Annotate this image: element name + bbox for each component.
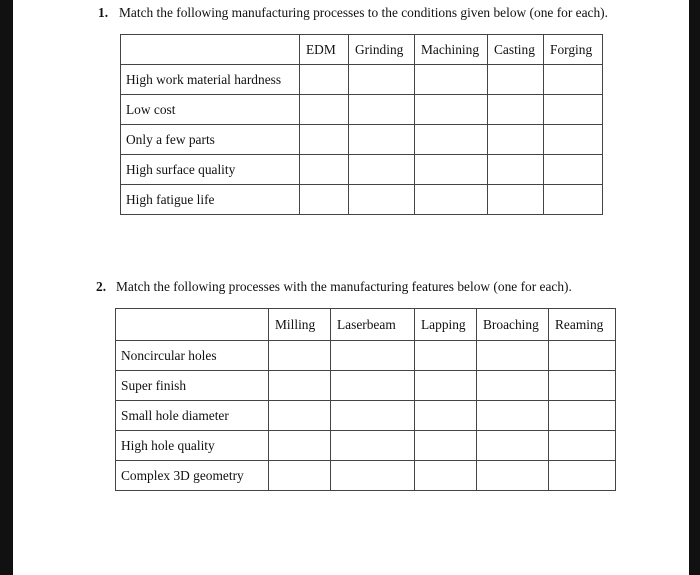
answer-cell[interactable] — [349, 185, 415, 215]
document-page — [13, 0, 689, 575]
answer-cell[interactable] — [415, 95, 488, 125]
question-2-text: Match the following processes with the manufacturing features below (one for each). — [116, 279, 572, 294]
answer-cell[interactable] — [544, 185, 603, 215]
question-1-text: Match the following manufacturing processes to the conditions given below (one for each). — [119, 5, 608, 20]
answer-cell[interactable] — [544, 95, 603, 125]
table-row — [116, 401, 616, 431]
corner-cell — [121, 35, 300, 65]
question-1-table — [120, 34, 603, 215]
row-label: High fatigue life — [121, 185, 300, 215]
answer-cell[interactable] — [544, 155, 603, 185]
answer-cell[interactable] — [415, 125, 488, 155]
row-label: Complex 3D geometry — [116, 461, 269, 491]
table-row — [116, 431, 616, 461]
answer-cell[interactable] — [349, 155, 415, 185]
table-row — [121, 95, 603, 125]
answer-cell[interactable] — [349, 95, 415, 125]
answer-cell[interactable] — [544, 125, 603, 155]
answer-cell[interactable] — [269, 371, 331, 401]
answer-cell[interactable] — [331, 371, 415, 401]
column-header: Forging — [544, 35, 603, 65]
answer-cell[interactable] — [269, 431, 331, 461]
answer-cell[interactable] — [300, 125, 349, 155]
answer-cell[interactable] — [300, 65, 349, 95]
answer-cell[interactable] — [415, 431, 477, 461]
column-header: Casting — [488, 35, 544, 65]
table-row — [121, 185, 603, 215]
answer-cell[interactable] — [477, 461, 549, 491]
corner-cell — [116, 309, 269, 341]
answer-cell[interactable] — [488, 155, 544, 185]
answer-cell[interactable] — [488, 185, 544, 215]
answer-cell[interactable] — [549, 431, 616, 461]
answer-cell[interactable] — [300, 95, 349, 125]
column-header: Lapping — [415, 309, 477, 341]
header-row — [116, 309, 616, 341]
column-header: Reaming — [549, 309, 616, 341]
answer-cell[interactable] — [269, 461, 331, 491]
answer-cell[interactable] — [415, 155, 488, 185]
answer-cell[interactable] — [488, 125, 544, 155]
table-row — [116, 461, 616, 491]
answer-cell[interactable] — [488, 95, 544, 125]
answer-cell[interactable] — [477, 431, 549, 461]
answer-cell[interactable] — [269, 401, 331, 431]
answer-cell[interactable] — [331, 461, 415, 491]
answer-cell[interactable] — [415, 341, 477, 371]
row-label: High hole quality — [116, 431, 269, 461]
row-label: Low cost — [121, 95, 300, 125]
column-header: Grinding — [349, 35, 415, 65]
answer-cell[interactable] — [349, 125, 415, 155]
answer-cell[interactable] — [549, 371, 616, 401]
table-row — [116, 371, 616, 401]
question-1-number: 1. — [98, 5, 109, 20]
answer-cell[interactable] — [331, 431, 415, 461]
column-header: Laserbeam — [331, 309, 415, 341]
answer-cell[interactable] — [300, 155, 349, 185]
answer-cell[interactable] — [349, 65, 415, 95]
row-label: High work material hardness — [121, 65, 300, 95]
question-1 — [98, 5, 608, 21]
table-row — [116, 341, 616, 371]
table-row — [121, 65, 603, 95]
column-header: Machining — [415, 35, 488, 65]
answer-cell[interactable] — [269, 341, 331, 371]
answer-cell[interactable] — [488, 65, 544, 95]
question-2-table — [115, 308, 616, 491]
row-label: High surface quality — [121, 155, 300, 185]
column-header: EDM — [300, 35, 349, 65]
answer-cell[interactable] — [477, 341, 549, 371]
question-2 — [96, 279, 572, 295]
answer-cell[interactable] — [415, 371, 477, 401]
row-label: Small hole diameter — [116, 401, 269, 431]
answer-cell[interactable] — [415, 185, 488, 215]
table-row — [121, 125, 603, 155]
answer-cell[interactable] — [415, 401, 477, 431]
answer-cell[interactable] — [549, 401, 616, 431]
answer-cell[interactable] — [331, 341, 415, 371]
answer-cell[interactable] — [415, 65, 488, 95]
row-label: Super finish — [116, 371, 269, 401]
table-row — [121, 155, 603, 185]
row-label: Noncircular holes — [116, 341, 269, 371]
answer-cell[interactable] — [477, 401, 549, 431]
answer-cell[interactable] — [300, 185, 349, 215]
answer-cell[interactable] — [415, 461, 477, 491]
answer-cell[interactable] — [549, 461, 616, 491]
answer-cell[interactable] — [477, 371, 549, 401]
column-header: Milling — [269, 309, 331, 341]
header-row — [121, 35, 603, 65]
answer-cell[interactable] — [331, 401, 415, 431]
question-2-number: 2. — [96, 279, 107, 294]
answer-cell[interactable] — [549, 341, 616, 371]
answer-cell[interactable] — [544, 65, 603, 95]
column-header: Broaching — [477, 309, 549, 341]
row-label: Only a few parts — [121, 125, 300, 155]
